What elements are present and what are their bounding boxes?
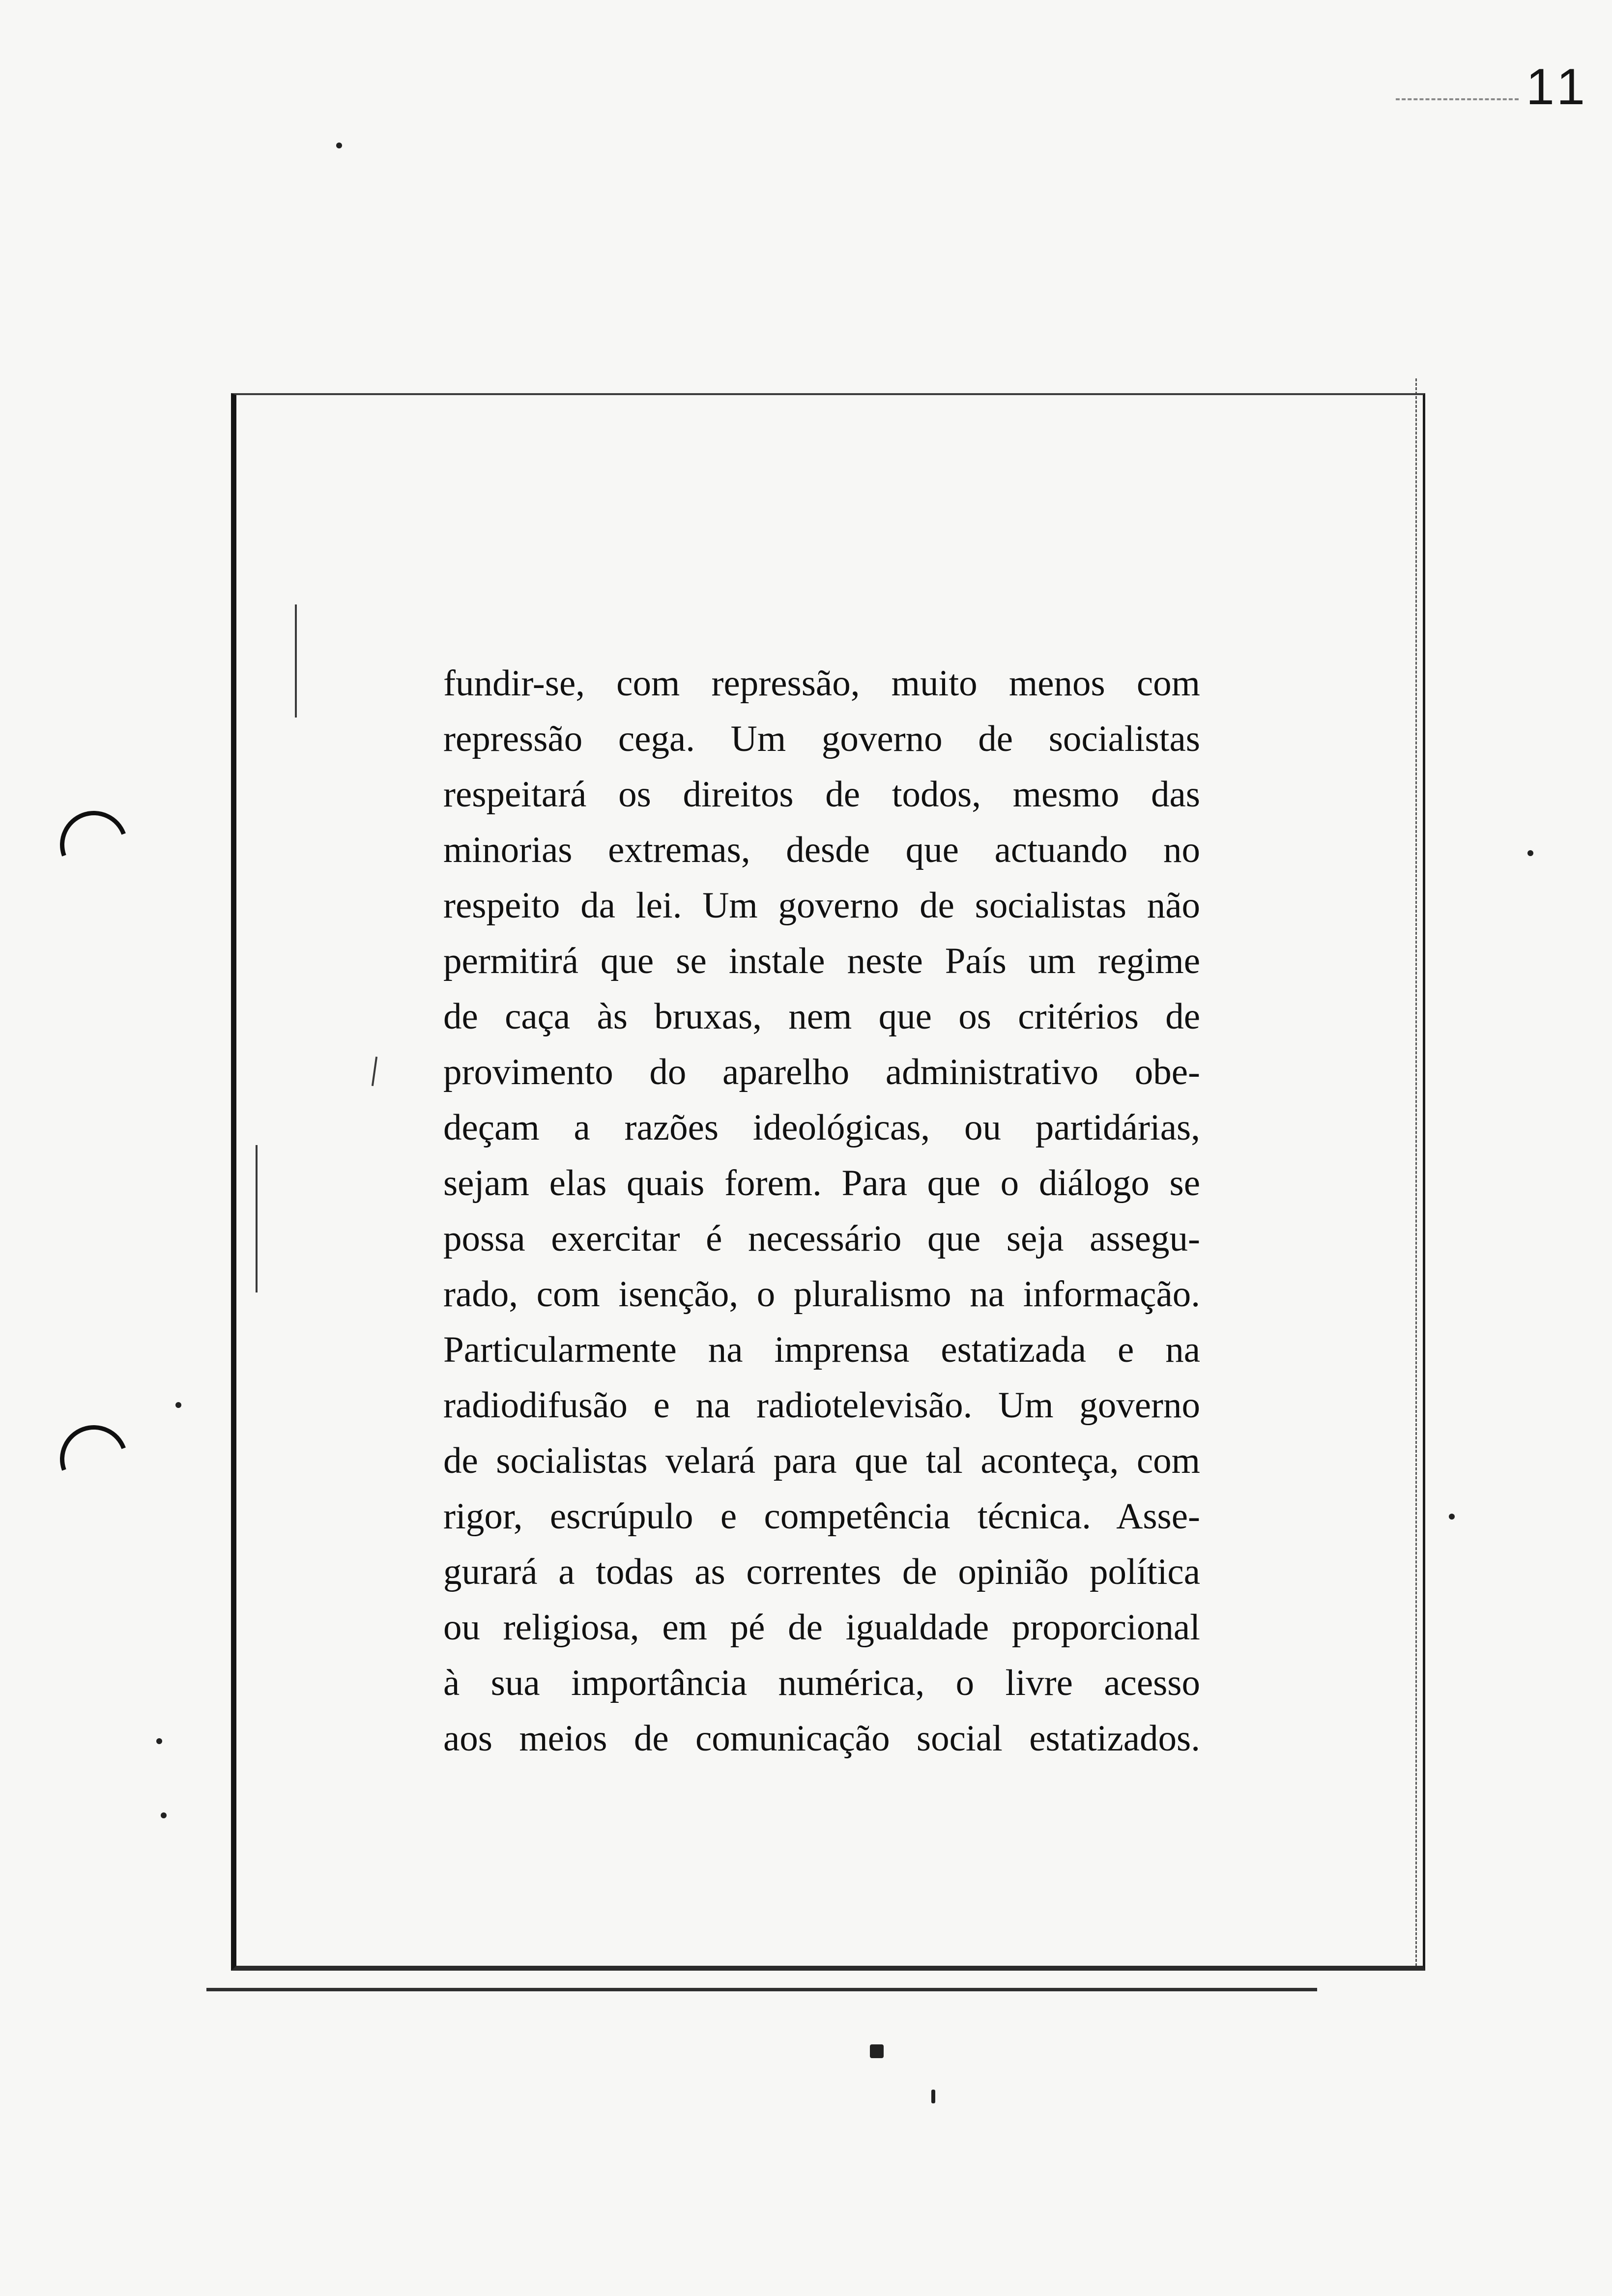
margin-scan-mark bbox=[295, 604, 297, 718]
body-line: de caça às bruxas, nem que os critérios de bbox=[443, 996, 1200, 1037]
scan-speck bbox=[1449, 1514, 1455, 1520]
page-number-rule bbox=[1396, 98, 1519, 100]
body-line: Particularmente na imprensa estatizada e na bbox=[443, 1329, 1200, 1370]
body-line: aos meios de comunicação social estatizados. bbox=[443, 1718, 1200, 1759]
body-line: minorias extremas, desde que actuando no bbox=[443, 830, 1200, 870]
punch-hole-bottom bbox=[49, 1414, 139, 1504]
body-line: respeitará os direitos de todos, mesmo das bbox=[443, 774, 1200, 815]
body-line: possa exercitar é necessário que seja assegu- bbox=[443, 1218, 1200, 1259]
body-line: rigor, escrúpulo e competência técnica. Asse- bbox=[443, 1496, 1200, 1537]
body-line: provimento do aparelho administrativo obe- bbox=[443, 1052, 1200, 1092]
body-line: sejam elas quais forem. Para que o diálogo se bbox=[443, 1163, 1200, 1204]
punch-hole-top bbox=[49, 800, 139, 890]
body-line: gurará a todas as correntes de opinião política bbox=[443, 1551, 1200, 1592]
scan-speck bbox=[336, 143, 342, 148]
body-line: ou religiosa, em pé de igualdade proporcional bbox=[443, 1607, 1200, 1648]
body-line: permitirá que se instale neste País um regime bbox=[443, 941, 1200, 981]
scan-speck bbox=[870, 2044, 884, 2058]
body-line: à sua importância numérica, o livre acesso bbox=[443, 1663, 1200, 1703]
photocopy-bottom-edge bbox=[206, 1988, 1317, 1991]
page-number: 11 bbox=[1526, 58, 1591, 115]
body-line: radiodifusão e na radiotelevisão. Um governo bbox=[443, 1385, 1200, 1426]
body-line: deçam a razões ideológicas, ou partidárias, bbox=[443, 1107, 1200, 1148]
scan-speck bbox=[156, 1738, 162, 1744]
body-text bbox=[443, 656, 1200, 1766]
margin-scan-mark bbox=[256, 1145, 258, 1292]
body-line: repressão cega. Um governo de socialistas bbox=[443, 718, 1200, 759]
body-line: respeito da lei. Um governo de socialistas não bbox=[443, 885, 1200, 926]
scan-speck bbox=[161, 1812, 167, 1818]
body-line: rado, com isenção, o pluralismo na informação. bbox=[443, 1274, 1200, 1315]
scan-speck bbox=[1527, 850, 1533, 856]
scan-speck bbox=[175, 1402, 181, 1408]
body-line: de socialistas velará para que tal aconteça, com bbox=[443, 1440, 1200, 1481]
body-line: fundir-se, com repressão, muito menos com bbox=[443, 663, 1200, 704]
scan-speck bbox=[931, 2090, 935, 2103]
